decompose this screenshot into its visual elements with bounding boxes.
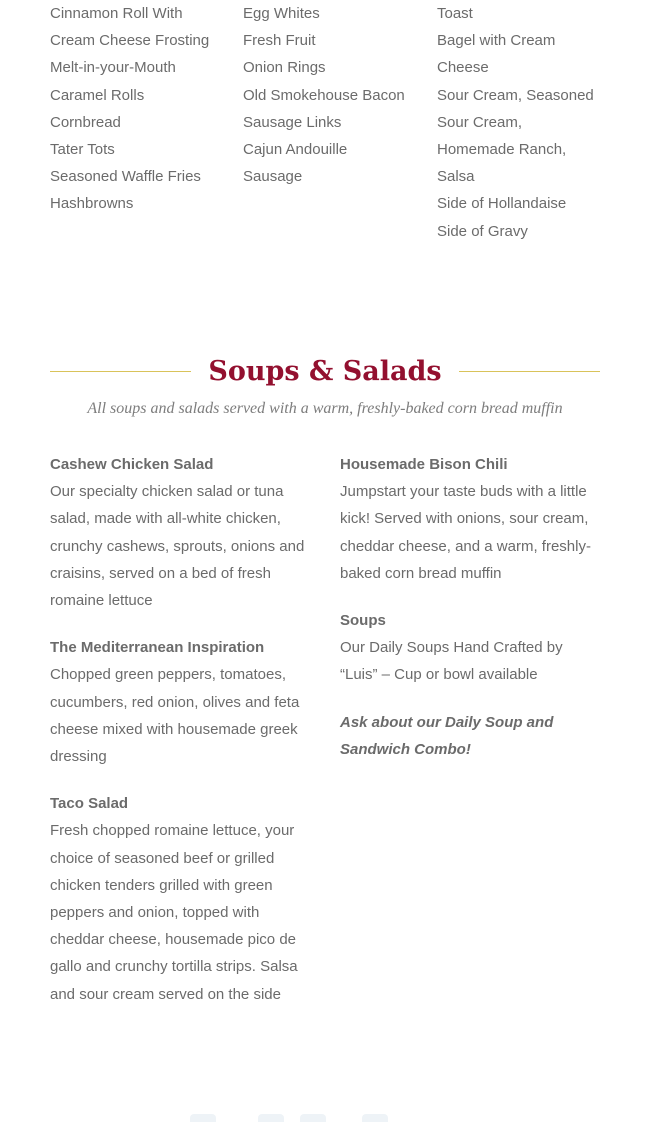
faded-footer-graphic bbox=[190, 1108, 410, 1122]
side-item: Cajun Andouille bbox=[243, 141, 348, 159]
side-item: Old Smokehouse Bacon bbox=[243, 86, 405, 104]
menu-item-name: Taco Salad bbox=[50, 795, 129, 813]
section-subtitle: All soups and salads served with a warm, freshly-baked corn bread muffin bbox=[87, 400, 563, 417]
side-item: Sausage bbox=[243, 168, 303, 186]
side-item: Side of Gravy bbox=[437, 222, 528, 240]
menu-column-right bbox=[340, 451, 602, 763]
side-item: Egg Whites bbox=[243, 5, 320, 22]
faded-shape bbox=[258, 1114, 284, 1122]
sides-column-2 bbox=[243, 0, 423, 190]
menu-item-cashew-chicken-salad bbox=[50, 451, 315, 614]
side-item: Sour Cream, bbox=[437, 113, 523, 131]
sides-column-1 bbox=[50, 0, 230, 218]
side-item: Tater Tots bbox=[50, 141, 115, 159]
side-item: Side of Hollandaise bbox=[437, 195, 567, 213]
menu-item-bison-chili bbox=[340, 451, 602, 587]
side-item: Onion Rings bbox=[243, 59, 326, 77]
menu-column-left bbox=[50, 451, 315, 1028]
faded-shape bbox=[362, 1114, 388, 1122]
side-item: Bagel with Cream bbox=[437, 32, 556, 50]
side-item: Fresh Fruit bbox=[243, 32, 316, 50]
menu-item-taco-salad bbox=[50, 790, 315, 1008]
side-item: Hashbrowns bbox=[50, 195, 134, 213]
side-item: Cream Cheese Frosting bbox=[50, 32, 210, 50]
side-item: Sour Cream, Seasoned bbox=[437, 86, 594, 104]
menu-item-description: Fresh chopped romaine lettuce, your choice of seasoned beef or grilled chicken tenders grilled with green peppers and onion, topped with cheddar cheese, housemade pico de gallo and crunchy tortilla strips. Salsa and sour cream served on the side bbox=[50, 822, 298, 1003]
side-item: Cheese bbox=[437, 59, 489, 77]
side-item: Melt-in-your-Mouth bbox=[50, 59, 176, 77]
side-item: Sausage Links bbox=[243, 113, 342, 131]
menu-item-description: Our specialty chicken salad or tuna salad, made with all-white chicken, crunchy cashews, sprouts, onions and craisins, served on a bed of fresh romaine lettuce bbox=[50, 483, 305, 610]
side-item: Seasoned Waffle Fries bbox=[50, 168, 201, 186]
side-item: Caramel Rolls bbox=[50, 86, 145, 104]
menu-item-soups bbox=[340, 607, 602, 689]
menu-item-name: Cashew Chicken Salad bbox=[50, 456, 214, 473]
menu-item-name: The Mediterranean Inspiration bbox=[50, 639, 265, 657]
side-item: Cinnamon Roll With bbox=[50, 5, 183, 22]
menu-item-mediterranean-inspiration bbox=[50, 634, 315, 770]
menu-item-description: Our Daily Soups Hand Crafted by “Luis” – Cup or bowl available bbox=[340, 639, 563, 684]
divider-right bbox=[459, 371, 600, 372]
sides-column-3 bbox=[437, 0, 607, 245]
divider-left bbox=[50, 371, 191, 372]
menu-item-description: Jumpstart your taste buds with a little kick! Served with onions, sour cream, cheddar cheese, and a warm, freshly-baked corn bread muffin bbox=[340, 483, 591, 582]
section-title: Soups & Salads bbox=[208, 356, 442, 387]
faded-shape bbox=[190, 1114, 216, 1122]
faded-shape bbox=[300, 1114, 326, 1122]
menu-item-description: Chopped green peppers, tomatoes, cucumbers, red onion, olives and feta cheese mixed with housemade greek dressing bbox=[50, 666, 300, 766]
side-item: Cornbread bbox=[50, 113, 121, 131]
side-item: Toast bbox=[437, 5, 473, 22]
menu-item-name: Housemade Bison Chili bbox=[340, 456, 508, 473]
menu-item-name: Soups bbox=[340, 612, 386, 630]
side-item: Homemade Ranch, bbox=[437, 141, 567, 159]
side-item: Salsa bbox=[437, 168, 475, 186]
section-header bbox=[50, 350, 600, 394]
combo-callout: Ask about our Daily Soup and Sandwich Combo! bbox=[340, 713, 554, 758]
sides-list bbox=[0, 0, 650, 250]
